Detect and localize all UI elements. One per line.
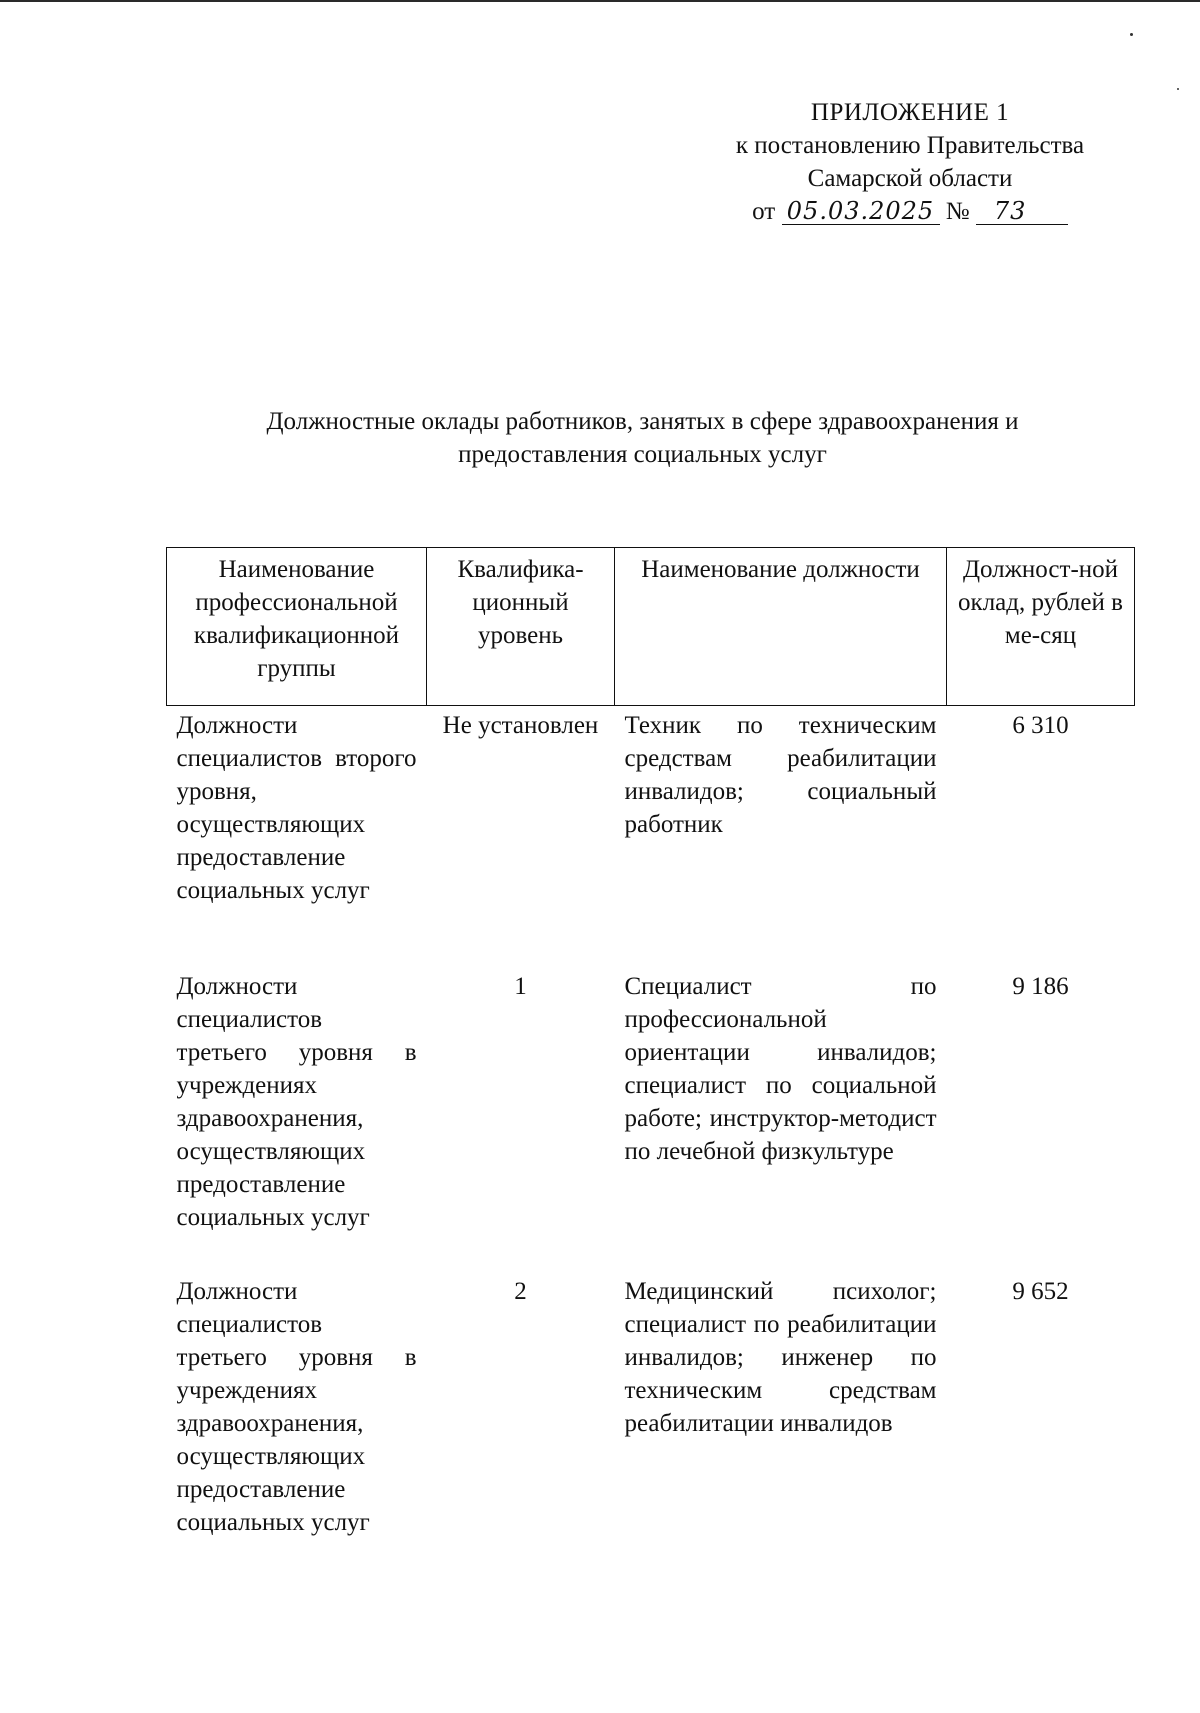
appendix-region-line: Самарской области bbox=[807, 165, 1013, 192]
appendix-decree-line: к постановлению Правительства bbox=[735, 132, 1085, 159]
appendix-date-line bbox=[752, 195, 1068, 228]
heading-line-2: предоставления социальных услуг bbox=[458, 441, 827, 468]
table-row bbox=[167, 967, 1135, 1272]
header-salary: Должност-ной оклад, рублей в ме-сяц bbox=[947, 548, 1135, 706]
table-row bbox=[167, 1272, 1135, 1549]
document-heading bbox=[150, 405, 1135, 471]
cell-group: Должности специалистов второго уровня, осуществляющих предоставление социальных услуг bbox=[176, 712, 417, 904]
cell-level: 2 bbox=[514, 1278, 527, 1305]
scan-speck bbox=[1130, 33, 1133, 36]
handwritten-date: 05.03.2025 bbox=[782, 198, 940, 225]
table-header-row bbox=[167, 548, 1135, 706]
cell-level: 1 bbox=[514, 973, 527, 1000]
date-prefix: от bbox=[752, 198, 776, 225]
salary-table-container bbox=[166, 547, 1134, 1549]
number-prefix: № bbox=[945, 198, 970, 225]
cell-positions: Медицинский психолог; специалист по реабилитации инвалидов; инженер по техническим средствам реабилитации инвалидов bbox=[624, 1278, 937, 1437]
appendix-title: ПРИЛОЖЕНИЕ 1 bbox=[810, 99, 1010, 126]
cell-salary: 9 186 bbox=[1012, 973, 1069, 1000]
cell-level: Не установлен bbox=[442, 712, 599, 739]
cell-positions: Специалист по профессиональной ориентации инвалидов; специалист по социальной работе; инструктор-методист по лечебной физкультуре bbox=[624, 973, 937, 1165]
handwritten-number: 73 bbox=[976, 198, 1068, 225]
appendix-header bbox=[690, 96, 1130, 228]
scan-speck bbox=[1177, 88, 1179, 90]
scan-edge-line bbox=[0, 0, 1200, 2]
cell-salary: 9 652 bbox=[1012, 1278, 1069, 1305]
heading-line-1: Должностные оклады работников, занятых в сфере здравоохранения и bbox=[266, 408, 1019, 435]
cell-salary: 6 310 bbox=[1012, 712, 1069, 739]
cell-group: Должности специалистов третьего уровня в учреждениях здравоохранения, осуществляющих предоставление социальных услуг bbox=[176, 973, 417, 1231]
header-position-name: Наименование должности bbox=[615, 548, 947, 706]
header-professional-group: Наименование профессиональной квалификационной группы bbox=[167, 548, 427, 706]
cell-group: Должности специалистов третьего уровня в учреждениях здравоохранения, осуществляющих предоставление социальных услуг bbox=[176, 1278, 417, 1536]
table-row bbox=[167, 706, 1135, 968]
cell-positions: Техник по техническим средствам реабилитации инвалидов; социальный работник bbox=[624, 712, 937, 838]
salary-table bbox=[166, 547, 1135, 1549]
header-qualification-level: Квалифика-ционный уровень bbox=[427, 548, 615, 706]
